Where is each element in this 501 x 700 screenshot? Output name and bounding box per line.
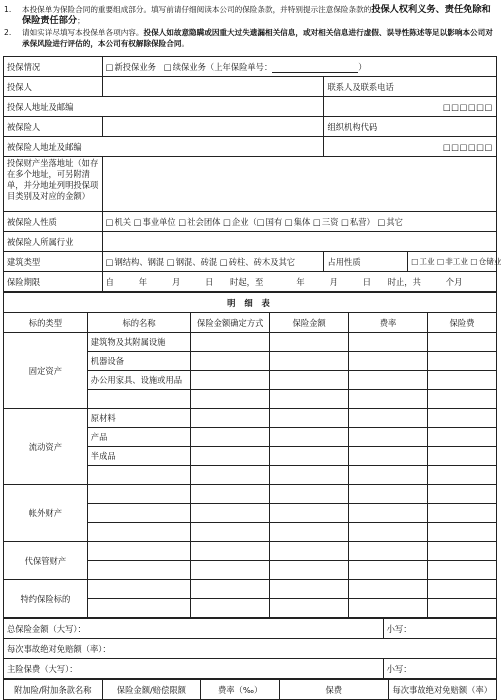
insured-address-row xyxy=(4,137,497,157)
column-header: 标的名称 xyxy=(87,313,191,333)
cell[interactable] xyxy=(427,390,496,409)
cell[interactable] xyxy=(349,352,428,371)
cell[interactable] xyxy=(191,333,270,352)
cell[interactable] xyxy=(427,523,496,542)
item-name xyxy=(87,599,191,618)
clause-column-header: 每次事故绝对免赔额（率） xyxy=(388,680,496,700)
cell[interactable] xyxy=(427,447,496,466)
cell[interactable] xyxy=(270,542,349,561)
details-title-row xyxy=(4,293,497,313)
cell[interactable] xyxy=(191,485,270,504)
item-name xyxy=(87,390,191,409)
applicant-label: 投保人 xyxy=(4,77,103,97)
cell[interactable] xyxy=(270,504,349,523)
item-name: 建筑物及其附属设施 xyxy=(87,333,191,352)
applicant-field[interactable] xyxy=(102,77,324,97)
note-number: 1. xyxy=(4,5,12,14)
column-header: 保险金额 xyxy=(270,313,349,333)
main-premium-label[interactable]: 主险保费（大写）： xyxy=(4,659,384,679)
note-text xyxy=(22,27,496,49)
new-business-checkbox[interactable]: □ 新投保业务 xyxy=(106,62,156,72)
period-row xyxy=(4,272,497,292)
column-header: 标的类型 xyxy=(4,313,88,333)
industry-row xyxy=(4,232,497,252)
clause-column-header: 保费 xyxy=(280,680,388,700)
cell[interactable] xyxy=(349,466,428,485)
cell[interactable] xyxy=(349,599,428,618)
item-name: 半成品 xyxy=(87,447,191,466)
note-tail: ； xyxy=(77,16,85,25)
item-name xyxy=(87,580,191,599)
cell[interactable] xyxy=(270,561,349,580)
cell[interactable] xyxy=(270,352,349,371)
cell[interactable] xyxy=(349,333,428,352)
cell[interactable] xyxy=(349,580,428,599)
column-header: 保险费 xyxy=(427,313,496,333)
category-custody: 代保管财产 xyxy=(4,542,88,580)
cell[interactable] xyxy=(349,504,428,523)
building-option[interactable]: □ 钢结构、钢混 xyxy=(106,257,165,267)
cell[interactable] xyxy=(270,371,349,390)
table-row xyxy=(4,333,497,352)
nature-option[interactable]: □ 私营） xyxy=(341,217,375,227)
clause-column-header: 附加险/附加条款名称 xyxy=(4,680,103,700)
building-option[interactable]: □ 砖柱、砖木及其它 xyxy=(220,257,295,267)
property-location-label: 投保财产坐落地址（如存在多个地址，可另附清单，并分地址列明投保项目类别及对应的金额） xyxy=(4,157,103,212)
deductible-label[interactable]: 每次事故绝对免赔额（率）： xyxy=(4,639,497,659)
cell[interactable] xyxy=(270,523,349,542)
cell[interactable] xyxy=(191,428,270,447)
cell[interactable] xyxy=(349,409,428,428)
occupancy-option[interactable]: □ 非工业 xyxy=(437,257,468,266)
cell[interactable] xyxy=(427,466,496,485)
insured-postcode-boxes[interactable]: □□□□□□ xyxy=(324,137,497,157)
insured-nature-options xyxy=(102,212,496,232)
cell[interactable] xyxy=(427,409,496,428)
cell[interactable] xyxy=(270,485,349,504)
cell[interactable] xyxy=(191,447,270,466)
property-location-field[interactable] xyxy=(102,157,496,212)
insured-address-label: 被保险人地址及邮编 xyxy=(4,137,324,157)
cell[interactable] xyxy=(270,599,349,618)
deductible-row xyxy=(4,639,497,659)
building-label: 建筑类型 xyxy=(4,252,103,272)
cell[interactable] xyxy=(427,428,496,447)
total-amount-row xyxy=(4,619,497,639)
occupancy-options xyxy=(408,252,501,272)
insure-status-options xyxy=(102,57,496,77)
nature-option[interactable]: □ 企业（ xyxy=(223,217,257,227)
cell[interactable] xyxy=(270,447,349,466)
note-normal: 请如实详尽填写本投保单各项内容。 xyxy=(22,28,144,37)
cell[interactable] xyxy=(349,561,428,580)
building-option[interactable]: □ 钢混、砖混 xyxy=(167,257,217,267)
note-bold: 投保人如故意隐瞒或因重大过失遗漏相关信息，或对相关信息进行虚假、误导性陈述等足以影响本公司对承保风险进行评估的，本公司有权解除保险合同 xyxy=(22,28,493,48)
note-1 xyxy=(4,4,496,26)
period-label: 保险期限 xyxy=(4,272,103,292)
instructions xyxy=(4,4,496,49)
note-bold: 投保人权利义务、责任免除和保险责任部分 xyxy=(22,4,491,26)
cell[interactable] xyxy=(427,542,496,561)
item-name xyxy=(87,561,191,580)
item-name xyxy=(87,466,191,485)
cell[interactable] xyxy=(191,409,270,428)
cell[interactable] xyxy=(191,523,270,542)
nature-option[interactable]: □ 国有 xyxy=(257,217,282,227)
note-normal: 本投保单为保险合同的重要组成部分。填写前请仔细阅读本公司的保险条款，并特别提示注意保险条款的 xyxy=(22,5,372,14)
clause-column-header: 费率（‰） xyxy=(201,680,280,700)
item-name: 机器设备 xyxy=(87,352,191,371)
policy-number-field[interactable] xyxy=(272,64,358,73)
category-off-book: 帐外财产 xyxy=(4,485,88,542)
cell[interactable] xyxy=(349,447,428,466)
building-options xyxy=(102,252,324,272)
cell[interactable] xyxy=(191,371,270,390)
main-premium-row xyxy=(4,659,497,679)
clause-column-header: 保险金额/赔偿限额 xyxy=(102,680,201,700)
cell[interactable] xyxy=(270,333,349,352)
item-name xyxy=(87,542,191,561)
cell[interactable] xyxy=(427,485,496,504)
postcode-boxes[interactable]: □□□□□□ xyxy=(324,97,497,117)
cell[interactable] xyxy=(349,485,428,504)
cell[interactable] xyxy=(191,599,270,618)
occupancy-label: 占用性质 xyxy=(324,252,408,272)
insure-status-label: 投保情况 xyxy=(4,57,103,77)
cell[interactable] xyxy=(427,580,496,599)
org-code-label: 组织机构代码 xyxy=(324,117,497,137)
table-row xyxy=(4,485,497,504)
cell[interactable] xyxy=(191,352,270,371)
contact-label: 联系人及联系电话 xyxy=(324,77,497,97)
category-current-assets: 流动资产 xyxy=(4,409,88,485)
cell[interactable] xyxy=(270,580,349,599)
application-table xyxy=(3,56,501,700)
cell[interactable] xyxy=(191,466,270,485)
nature-option[interactable]: □ 其它 xyxy=(377,217,402,227)
cell[interactable] xyxy=(270,409,349,428)
item-name xyxy=(87,523,191,542)
item-name: 办公用家具、设施或用品 xyxy=(87,371,191,390)
period-field[interactable]: 自 年 月 日 时起，至 年 月 日 时止，共 个月 xyxy=(102,272,496,292)
note-2 xyxy=(4,27,496,49)
cell[interactable] xyxy=(191,561,270,580)
cell[interactable] xyxy=(349,542,428,561)
insured-field[interactable] xyxy=(102,117,324,137)
summary-table xyxy=(3,618,497,679)
cell[interactable] xyxy=(191,504,270,523)
cell[interactable] xyxy=(427,599,496,618)
occupancy-option[interactable]: □ 工业 xyxy=(411,257,434,266)
cell[interactable] xyxy=(270,390,349,409)
cell[interactable] xyxy=(427,371,496,390)
renewal-checkbox[interactable]: □ 续保业务（上年保险单号： xyxy=(164,62,272,72)
insured-nature-row xyxy=(4,212,497,232)
column-header: 费率 xyxy=(349,313,428,333)
renewal-close: ） xyxy=(358,61,367,72)
note-text xyxy=(22,4,496,26)
cell[interactable] xyxy=(427,352,496,371)
applicant-row xyxy=(4,77,497,97)
cell[interactable] xyxy=(427,333,496,352)
insured-row xyxy=(4,117,497,137)
main-premium-small[interactable]: 小写： xyxy=(383,659,496,679)
insure-status-row xyxy=(4,57,497,77)
nature-option[interactable]: □ 三资 xyxy=(313,217,338,227)
applicant-address-row xyxy=(4,97,497,117)
cell[interactable] xyxy=(349,523,428,542)
cell[interactable] xyxy=(349,428,428,447)
clause-table xyxy=(3,679,497,700)
table-row xyxy=(4,409,497,428)
item-name: 产品 xyxy=(87,428,191,447)
note-tail: 。 xyxy=(181,39,190,48)
category-fixed-assets: 固定资产 xyxy=(4,333,88,409)
occupancy-option[interactable]: □ 仓储业 xyxy=(470,257,501,266)
item-name: 原材料 xyxy=(87,409,191,428)
cell[interactable] xyxy=(191,542,270,561)
cell[interactable] xyxy=(427,504,496,523)
building-row xyxy=(4,252,497,272)
industry-label: 被保险人所属行业 xyxy=(4,232,103,252)
category-special: 特约保险标的 xyxy=(4,580,88,618)
details-header-row xyxy=(4,313,497,333)
cell[interactable] xyxy=(270,466,349,485)
cell[interactable] xyxy=(349,390,428,409)
industry-field[interactable] xyxy=(102,232,496,252)
nature-option[interactable]: □ 社会团体 xyxy=(178,217,220,227)
note-number: 2. xyxy=(4,28,12,37)
nature-option[interactable]: □ 机关 xyxy=(106,217,131,227)
table-row xyxy=(4,542,497,561)
cell[interactable] xyxy=(191,390,270,409)
insured-nature-label: 被保险人性质 xyxy=(4,212,103,232)
cell[interactable] xyxy=(427,561,496,580)
details-table xyxy=(3,292,497,618)
table-row xyxy=(4,580,497,599)
property-location-row xyxy=(4,157,497,212)
cell[interactable] xyxy=(270,428,349,447)
item-name xyxy=(87,504,191,523)
applicant-address-label: 投保人地址及邮编 xyxy=(4,97,324,117)
applicant-info-table xyxy=(3,56,501,292)
insured-label: 被保险人 xyxy=(4,117,103,137)
total-amount-label[interactable]: 总保险金额（大写）： xyxy=(4,619,384,639)
nature-option[interactable]: □ 集体 xyxy=(285,217,310,227)
cell[interactable] xyxy=(349,371,428,390)
cell[interactable] xyxy=(191,580,270,599)
details-title: 明 细 表 xyxy=(4,293,497,313)
nature-option[interactable]: □ 事业单位 xyxy=(134,217,176,227)
total-amount-small[interactable]: 小写： xyxy=(383,619,496,639)
column-header: 保险金额确定方式 xyxy=(191,313,270,333)
clause-header-row xyxy=(4,680,497,700)
item-name xyxy=(87,485,191,504)
